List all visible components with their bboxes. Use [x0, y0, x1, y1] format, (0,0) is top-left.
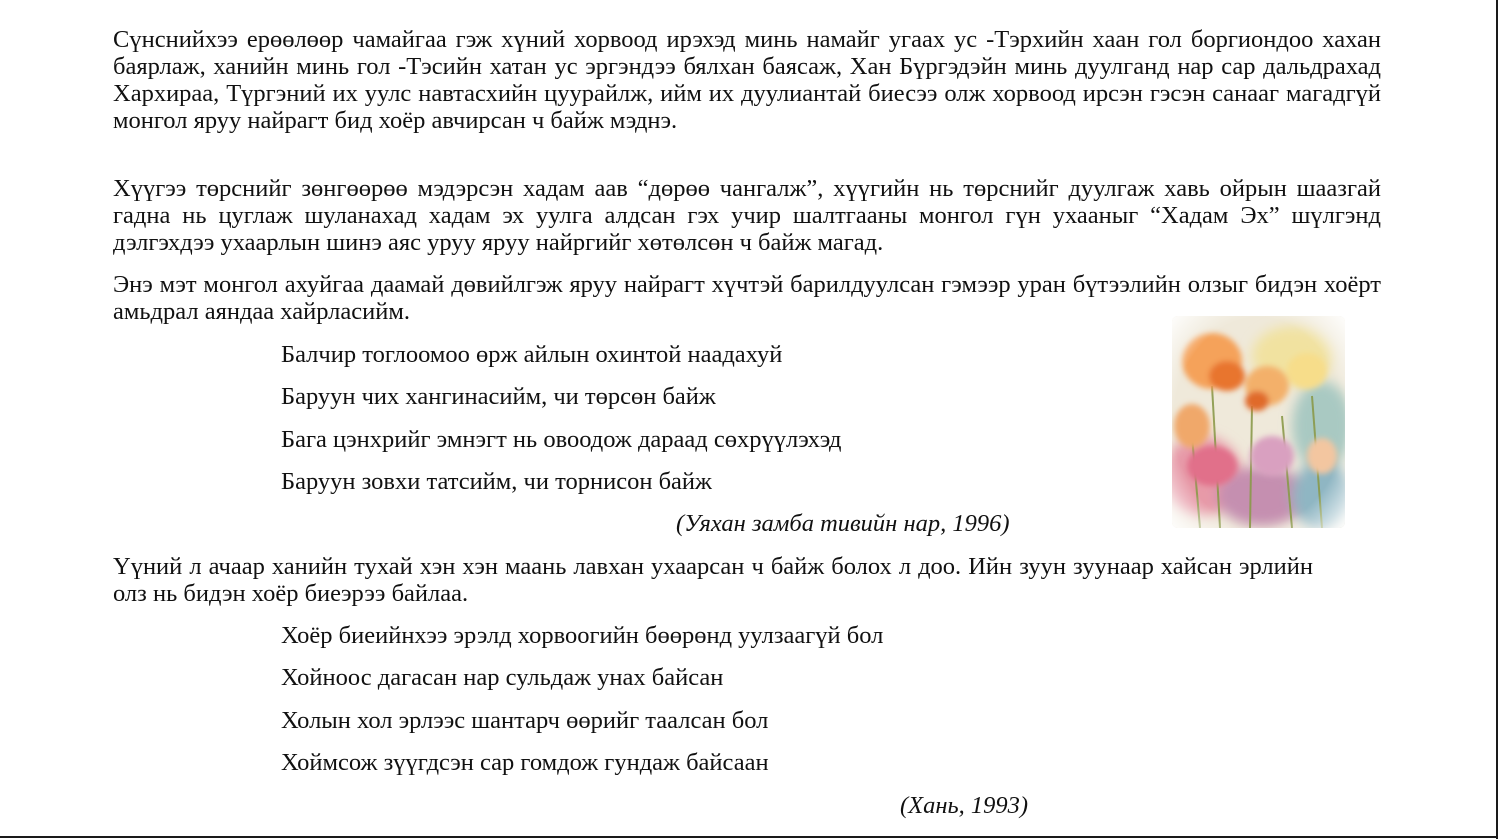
poem2-line-4: Хоймсож зүүгдсэн сар гомдож гундаж байсаан [281, 749, 769, 776]
poem2-line-1: Хоёр биеийнхээ эрэлд хорвоогийн бөөрөнд уулзаагүй бол [281, 622, 884, 649]
poem2-line-2: Хойноос дагасан нар сульдаж унах байсан [281, 664, 724, 691]
poem1-line-1: Балчир тоглоомоо өрж айлын охинтой наадахуй [281, 341, 783, 368]
paragraph-2: Хүүгээ төрснийг зөнгөөрөө мэдэрсэн хадам аав “дөрөө чангалж”, хүүгийн нь төрснийг дуулгаж хавь ойрын шаазгай гадна нь цуглаж шуланахад хадам эх уулга алдсан гэх учир шалтгааны монгол гүн ухааныг “Хадам Эх” шүлгэнд дэлгэхдээ ухаарлын шинэ аяс уруу яруу найргийг хөтөлсөн ч байж магад. [113, 175, 1381, 256]
poem2-line-3: Холын хол эрлээс шантарч өөрийг таалсан бол [281, 707, 769, 734]
page-border-bottom [0, 836, 1498, 838]
flowers-image [1172, 316, 1345, 528]
poem1-line-2: Баруун чих хангинасийм, чи төрсөн байж [281, 383, 716, 410]
flowers-illustration [1172, 316, 1345, 528]
paragraph-4: Үүний л ачаар ханийн тухай хэн хэн маань лавхан ухаарсан ч байж болох л доо. Ийн зуун зуунаар хайсан эрлийн олз нь бидэн хоёр биеэрээ байлаа. [113, 553, 1313, 607]
poem1-line-3: Бага цэнхрийг эмнэгт нь овоодож дараад сөхрүүлэхэд [281, 426, 842, 453]
poem1-citation: (Уяхан замба тивийн нар, 1996) [676, 510, 1010, 537]
poem2-citation: (Хань, 1993) [900, 792, 1029, 819]
poem1-line-4: Баруун зовхи татсийм, чи торнисон байж [281, 468, 712, 495]
paragraph-1: Сүнснийхээ ерөөлөөр чамайгаа гэж хүний хорвоод ирэхэд минь намайг угаах ус -Тэрхийн хаан гол боргиондоо хахан баярлаж, ханийн минь гол -Тэсийн хатан ус эргэндээ бялхан баясаж, Хан Бүргэдэйн минь дуулганд нар сар дальдрахад Хархираа, Түргэний их уулс навтасхийн цуурайлж, ийм их дуулиантай биесээ олж хорвоод ирсэн гэсэн санааг магадгүй монгол яруу найрагт бид хоёр авчирсан ч байж мэднэ. [113, 26, 1381, 134]
paragraph-3: Энэ мэт монгол ахуйгаа даамай дөвийлгэж яруу найрагт хүчтэй барилдуулсан гэмээр уран бүтээлийн олзыг бидэн хоёрт амьдрал аяндаа хайрласийм. [113, 271, 1381, 325]
